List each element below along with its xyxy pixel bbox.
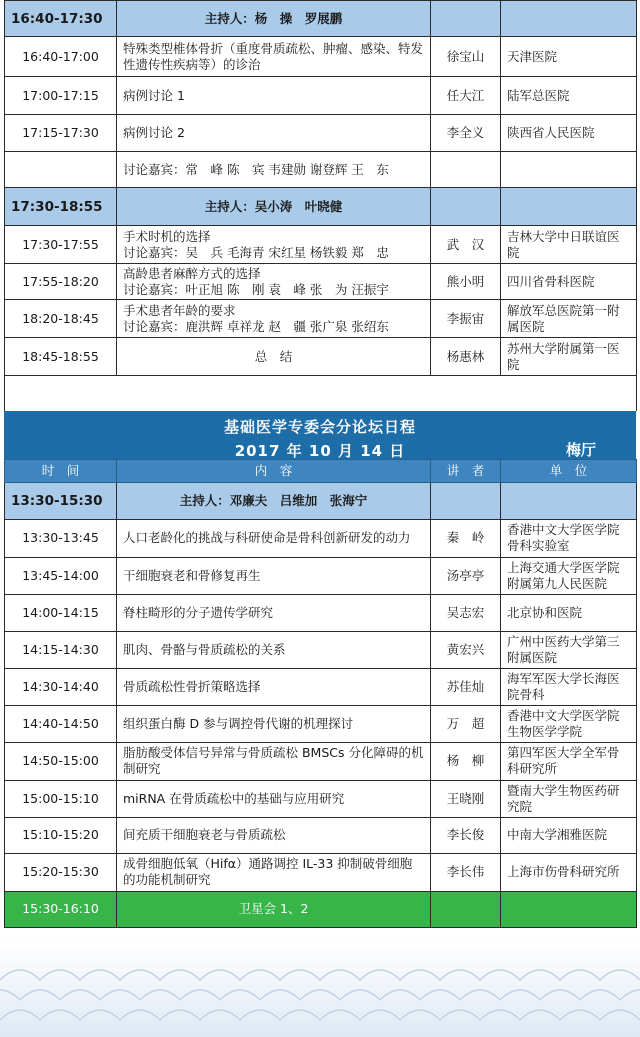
topic-cell: 骨质疏松性骨折策略选择 xyxy=(117,668,431,705)
col-time-header: 时 间 xyxy=(5,459,117,482)
satellite-label: 卫星会 1、2 xyxy=(117,891,431,927)
topic-cell: 干细胞衰老和骨修复再生 xyxy=(117,557,431,594)
spacer-row xyxy=(5,376,637,411)
column-header-row xyxy=(5,459,637,482)
host-row xyxy=(5,1,637,37)
forum-title: 基础医学专委会分论坛日程 xyxy=(223,417,416,436)
table-row xyxy=(5,37,637,77)
time-cell: 14:30-14:40 xyxy=(5,668,117,705)
host-row xyxy=(5,188,637,226)
table-row xyxy=(5,557,637,594)
host-row xyxy=(5,482,637,519)
session-1-table xyxy=(4,0,637,411)
forum-date: 2017 年 10 月 14 日 xyxy=(234,441,406,460)
speaker-cell: 苏佳灿 xyxy=(431,668,501,705)
unit-cell: 陕西省人民医院 xyxy=(501,115,637,152)
topic-cell: 间充质干细胞衰老与骨质疏松 xyxy=(117,817,431,853)
time-cell: 15:10-15:20 xyxy=(5,817,117,853)
host-time: 13:30-15:30 xyxy=(5,482,117,519)
speaker-cell: 吴志宏 xyxy=(431,594,501,631)
satellite-row xyxy=(5,891,637,927)
host-label: 主持人：邓廉夫 吕维加 张海宁 xyxy=(117,482,431,519)
table-row xyxy=(5,668,637,705)
unit-cell: 北京协和医院 xyxy=(501,594,637,631)
table-row xyxy=(5,300,637,338)
table-row xyxy=(5,226,637,264)
time-cell: 17:00-17:15 xyxy=(5,77,117,115)
topic-cell: 脂肪酸受体信号异常与骨质疏松 BMSCs 分化障碍的机制研究 xyxy=(117,742,431,780)
unit-cell: 香港中文大学医学院生物医学学院 xyxy=(501,705,637,742)
time-cell: 15:30-16:10 xyxy=(5,891,117,927)
speaker-cell: 李长俊 xyxy=(431,817,501,853)
unit-cell: 苏州大学附属第一医院 xyxy=(501,338,637,376)
time-cell: 15:00-15:10 xyxy=(5,780,117,817)
time-cell: 18:20-18:45 xyxy=(5,300,117,338)
unit-cell: 广州中医药大学第三附属医院 xyxy=(501,631,637,668)
table-row xyxy=(5,115,637,152)
speaker-cell: 王晓刚 xyxy=(431,780,501,817)
table-row xyxy=(5,817,637,853)
speaker-cell: 万 超 xyxy=(431,705,501,742)
topic-cell xyxy=(117,264,431,300)
host-time: 17:30-18:55 xyxy=(5,188,117,226)
speaker-cell: 李振宙 xyxy=(431,300,501,338)
topic-cell: 病例讨论 1 xyxy=(117,77,431,115)
time-cell: 13:30-13:45 xyxy=(5,519,117,557)
guests-cell: 讨论嘉宾：常 峰 陈 宾 韦建勋 谢登辉 王 东 xyxy=(117,152,431,188)
unit-cell: 解放军总医院第一附属医院 xyxy=(501,300,637,338)
time-cell: 14:15-14:30 xyxy=(5,631,117,668)
unit-cell: 吉林大学中日联谊医院 xyxy=(501,226,637,264)
topic-title: 手术时机的选择 xyxy=(123,228,211,244)
topic-guests: 讨论嘉宾：叶正旭 陈 刚 袁 峰 张 为 汪振宇 xyxy=(123,281,389,297)
table-row xyxy=(5,77,637,115)
unit-cell: 中南大学湘雅医院 xyxy=(501,817,637,853)
topic-title: 手术患者年龄的要求 xyxy=(123,302,236,318)
topic-cell xyxy=(117,226,431,264)
host-label: 主持人：吴小涛 叶晓健 xyxy=(117,188,431,226)
topic-cell: 脊柱畸形的分子遗传学研究 xyxy=(117,594,431,631)
topic-cell: 病例讨论 2 xyxy=(117,115,431,152)
col-speaker-header: 讲 者 xyxy=(431,459,501,482)
table-row xyxy=(5,705,637,742)
topic-title: 高龄患者麻醉方式的选择 xyxy=(123,265,261,281)
time-cell: 17:30-17:55 xyxy=(5,226,117,264)
schedule xyxy=(4,0,636,928)
host-time: 16:40-17:30 xyxy=(5,1,117,37)
table-row xyxy=(5,853,637,891)
col-unit-header: 单 位 xyxy=(501,459,637,482)
unit-cell: 陆军总医院 xyxy=(501,77,637,115)
speaker-cell: 杨 柳 xyxy=(431,742,501,780)
session-3-table xyxy=(4,459,637,928)
speaker-cell: 任大江 xyxy=(431,77,501,115)
topic-cell xyxy=(117,300,431,338)
speaker-cell: 汤亭亭 xyxy=(431,557,501,594)
unit-cell: 四川省骨科医院 xyxy=(501,264,637,300)
time-cell: 14:40-14:50 xyxy=(5,705,117,742)
topic-cell: 特殊类型椎体骨折（重度骨质疏松、肿瘤、感染、特发性遗传性疾病等）的诊治 xyxy=(117,37,431,77)
topic-cell: 组织蛋白酶 D 参与调控骨代谢的机理探讨 xyxy=(117,705,431,742)
speaker-cell: 黄宏兴 xyxy=(431,631,501,668)
topic-cell: 成骨细胞低氧（Hifα）通路调控 IL-33 抑制破骨细胞的功能机制研究 xyxy=(117,853,431,891)
topic-guests: 讨论嘉宾：鹿洪辉 卓祥龙 赵 疆 张广泉 张绍东 xyxy=(123,318,389,334)
table-row xyxy=(5,338,637,376)
time-cell: 16:40-17:00 xyxy=(5,37,117,77)
speaker-cell: 熊小明 xyxy=(431,264,501,300)
table-row xyxy=(5,631,637,668)
speaker-cell: 李全义 xyxy=(431,115,501,152)
unit-cell: 暨南大学生物医药研究院 xyxy=(501,780,637,817)
table-row xyxy=(5,264,637,300)
forum-banner xyxy=(4,411,636,459)
wave-decoration xyxy=(0,940,640,1037)
unit-cell: 天津医院 xyxy=(501,37,637,77)
host-label: 主持人：杨 操 罗展鹏 xyxy=(117,1,431,37)
unit-cell: 上海交通大学医学院附属第九人民医院 xyxy=(501,557,637,594)
time-cell: 17:55-18:20 xyxy=(5,264,117,300)
unit-cell: 香港中文大学医学院骨科实验室 xyxy=(501,519,637,557)
guests-row xyxy=(5,152,637,188)
speaker-cell: 武 汉 xyxy=(431,226,501,264)
table-row xyxy=(5,742,637,780)
time-cell: 15:20-15:30 xyxy=(5,853,117,891)
col-content-header: 内 容 xyxy=(117,459,431,482)
table-row xyxy=(5,594,637,631)
topic-cell: 人口老龄化的挑战与科研使命是骨科创新研发的动力 xyxy=(117,519,431,557)
forum-room: 梅厅 xyxy=(565,440,596,459)
time-cell: 13:45-14:00 xyxy=(5,557,117,594)
topic-guests: 讨论嘉宾：吴 兵 毛海青 宋红星 杨铁毅 郑 忠 xyxy=(123,244,389,260)
speaker-cell: 李长伟 xyxy=(431,853,501,891)
speaker-cell: 秦 岭 xyxy=(431,519,501,557)
time-cell: 17:15-17:30 xyxy=(5,115,117,152)
speaker-cell: 徐宝山 xyxy=(431,37,501,77)
topic-cell: 肌肉、骨骼与骨质疏松的关系 xyxy=(117,631,431,668)
unit-cell: 第四军医大学全军骨科研究所 xyxy=(501,742,637,780)
time-cell: 14:00-14:15 xyxy=(5,594,117,631)
table-row xyxy=(5,519,637,557)
speaker-cell: 杨惠林 xyxy=(431,338,501,376)
time-cell: 18:45-18:55 xyxy=(5,338,117,376)
table-row xyxy=(5,780,637,817)
unit-cell: 海军军医大学长海医院骨科 xyxy=(501,668,637,705)
summary-cell: 总 结 xyxy=(117,338,431,376)
topic-cell: miRNA 在骨质疏松中的基础与应用研究 xyxy=(117,780,431,817)
unit-cell: 上海市伤骨科研究所 xyxy=(501,853,637,891)
time-cell: 14:50-15:00 xyxy=(5,742,117,780)
